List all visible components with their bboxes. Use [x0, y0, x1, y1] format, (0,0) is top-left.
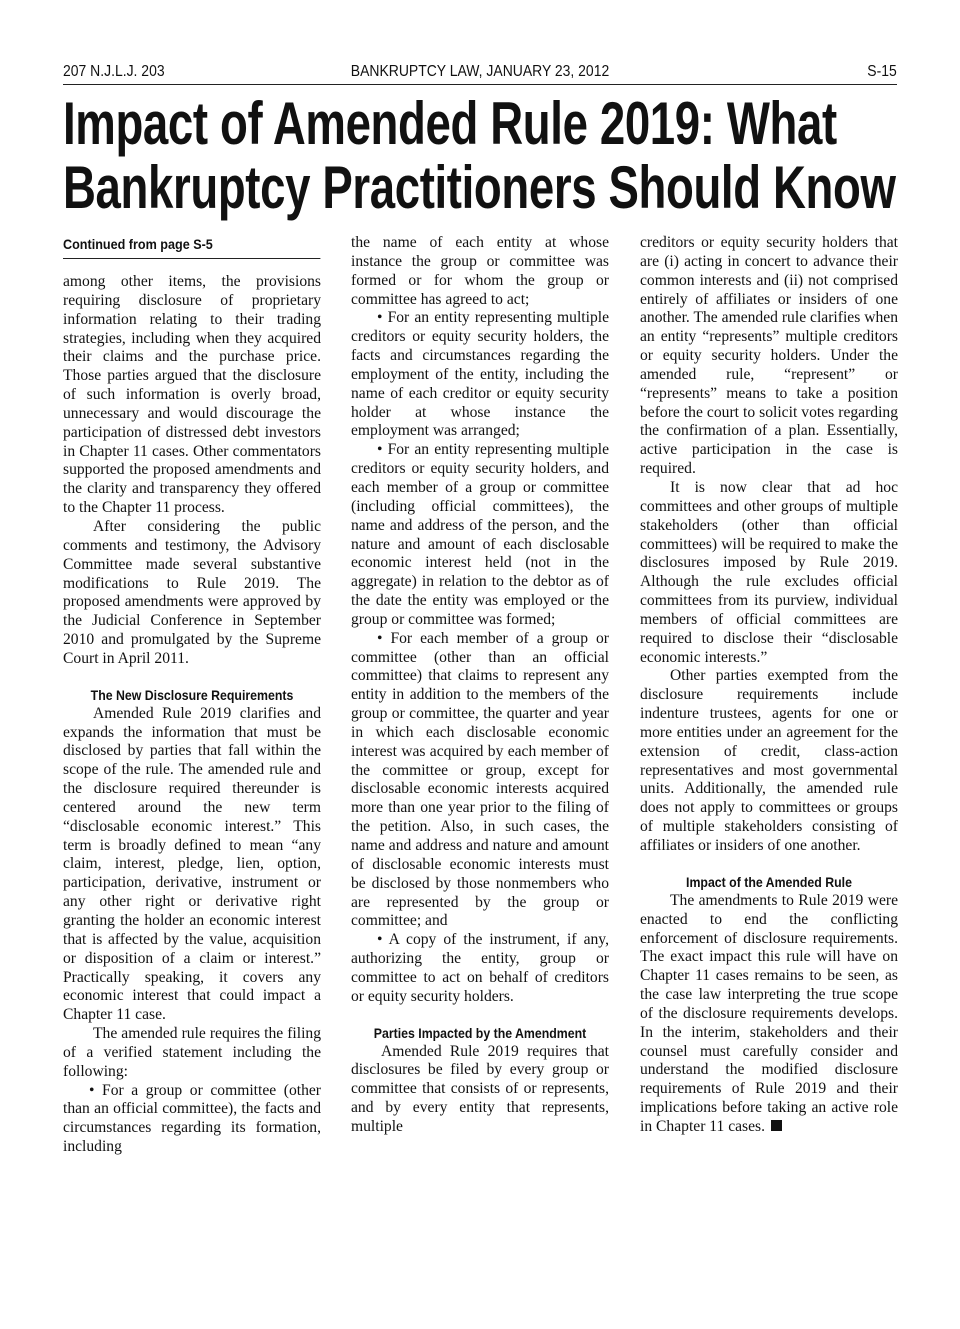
article-title: [63, 90, 896, 221]
section-date: BANKRUPTCY LAW, JANUARY 23, 2012: [350, 63, 610, 80]
paragraph: among other items, the provisions requiring disclosure of proprietary information relating to their trading strategies, including when they acquired their claims and the purchase price. Those parties argued that the disclosure of such information is overly broad, unnecessary and would discourage the participation of distressed debt investors in Chapter 11 cases. Other commentators supported the proposed amendments and the clarity and transparency they offered to the Chapter 11 process.: [63, 273, 321, 517]
paragraph-text: The amendments to Rule 2019 were enacted to end the conflicting enforcement of disclosure requirements. The exact impact this rule will have on Chapter 11 cases remains to be seen, as the case law interpreting the true scope of the disclosure requirements develops. In the interim, stakeholders and their counsel must carefully consider and understand the modified disclosure requirements of Rule 2019 and their implications before taking an active role in Chapter 11 cases.: [640, 891, 898, 1135]
paragraph: the name of each entity at whose instance the group or committee was formed or for whom the group or committee has agreed to act;: [351, 234, 609, 308]
column-3: [640, 234, 898, 1137]
bullet-item: • For a group or committee (other than an official committee), the facts and circumstances regarding its formation, including: [63, 1081, 321, 1156]
page-header: [63, 62, 897, 85]
paragraph: creditors or equity security holders that are (i) acting in concert to advance their common interests and (ii) not comprised entirely of affiliates or insiders of one another. The amended rule clarifies when an entity “represents” multiple creditors or equity security holders. Under the amended rule, “represent” or “represents” means to take a position before the court to solicit votes regarding the confirmation of a plan. Essentially, active participation in the case is required.: [640, 234, 898, 478]
page-number: S-15: [867, 63, 897, 80]
end-mark-icon: [771, 1120, 782, 1131]
bullet-item: • For an entity representing multiple creditors or equity security holders, and each member of a group or committee (including official committees), the name and address of the person, and the nature and amount of each disclosable economic interest held (not in the aggregate) in relation to the debtor as of the date the entity was employed or the group or committee was formed;: [351, 441, 609, 628]
paragraph-final: [640, 892, 898, 1137]
paragraph: Amended Rule 2019 clarifies and expands the information that must be disclosed by parties that fall within the scope of the rule. The amended rule and the disclosure required thereunder is centered around the new term “disclosable economic interest.” This term is broadly defined to mean “any claim, interest, pledge, lien, option, participation, derivative, instrument or any other right or derivative right granting the holder an economic interest that is affected by the value, acquisition or disposition of a claim or interest.” Practically speaking, it covers any economic interest that could impact a Chapter 11 case.: [63, 704, 321, 1024]
column-2: [351, 234, 609, 1137]
paragraph: Amended Rule 2019 requires that disclosures be filed by every group or committee that consists of or represents, and by every entity that represents, multiple: [351, 1042, 609, 1135]
subheading-impact: Impact of the Amended Rule: [686, 873, 852, 890]
citation: 207 N.J.L.J. 203: [63, 63, 165, 80]
bullet-item: • A copy of the instrument, if any, authorizing the entity, group or committee to act on behalf of creditors or equity security holders.: [351, 931, 609, 1005]
bullet-item: • For each member of a group or committee (other than an official committee) that claims to represent any entity in addition to the members of the group or committee, the quarter and year in which each disclosable economic interest was acquired by each member of the committee or group, except for disclosable economic interests acquired more than one year prior to the filing of the petition. Also, in such cases, the name and address and nature and amount of disclosable economic interests must be disclosed by those nonmembers who are represented by the group or committee; and: [351, 629, 609, 930]
paragraph: After considering the public comments and testimony, the Advisory Committee made several substantive modifications to Rule 2019. The proposed amendments were approved by the Judicial Conference in September 2010 and promulgated by the Supreme Court in April 2011.: [63, 517, 321, 667]
bullet-item: • For an entity representing multiple creditors or equity security holders, the facts and circumstances regarding the employment of the entity, including the name of each creditor or equity security holder at whose instance the employment was arranged;: [351, 309, 609, 440]
subheading-parties: Parties Impacted by the Amendment: [373, 1024, 587, 1041]
continued-label: Continued from page S-5: [63, 234, 321, 259]
column-1: [63, 234, 321, 1157]
paragraph: It is now clear that ad hoc committees and other groups of multiple stakeholders (other than official committees) will be required to make the disclosures imposed by Rule 2019. Although the rule excludes official committees from its purview, individual members of official committees are required to disclose their “disclosable economic interests.”: [640, 478, 898, 666]
title-line-1: Impact of Amended Rule 2019: What: [63, 90, 837, 157]
title-line-2: Bankruptcy Practitioners Should Know: [63, 154, 896, 221]
subheading-new-disclosure: The New Disclosure Requirements: [90, 686, 294, 703]
paragraph: The amended rule requires the filing of a verified statement including the following:: [63, 1025, 321, 1080]
paragraph: Other parties exempted from the disclosure requirements include indenture trustees, agents for one or more entities under an agreement for the extension of credit, class-action representatives and most governmental units. Additionally, the amended rule does not apply to committees or groups of multiple stakeholders consisting of affiliates or insiders of one another.: [640, 667, 898, 854]
